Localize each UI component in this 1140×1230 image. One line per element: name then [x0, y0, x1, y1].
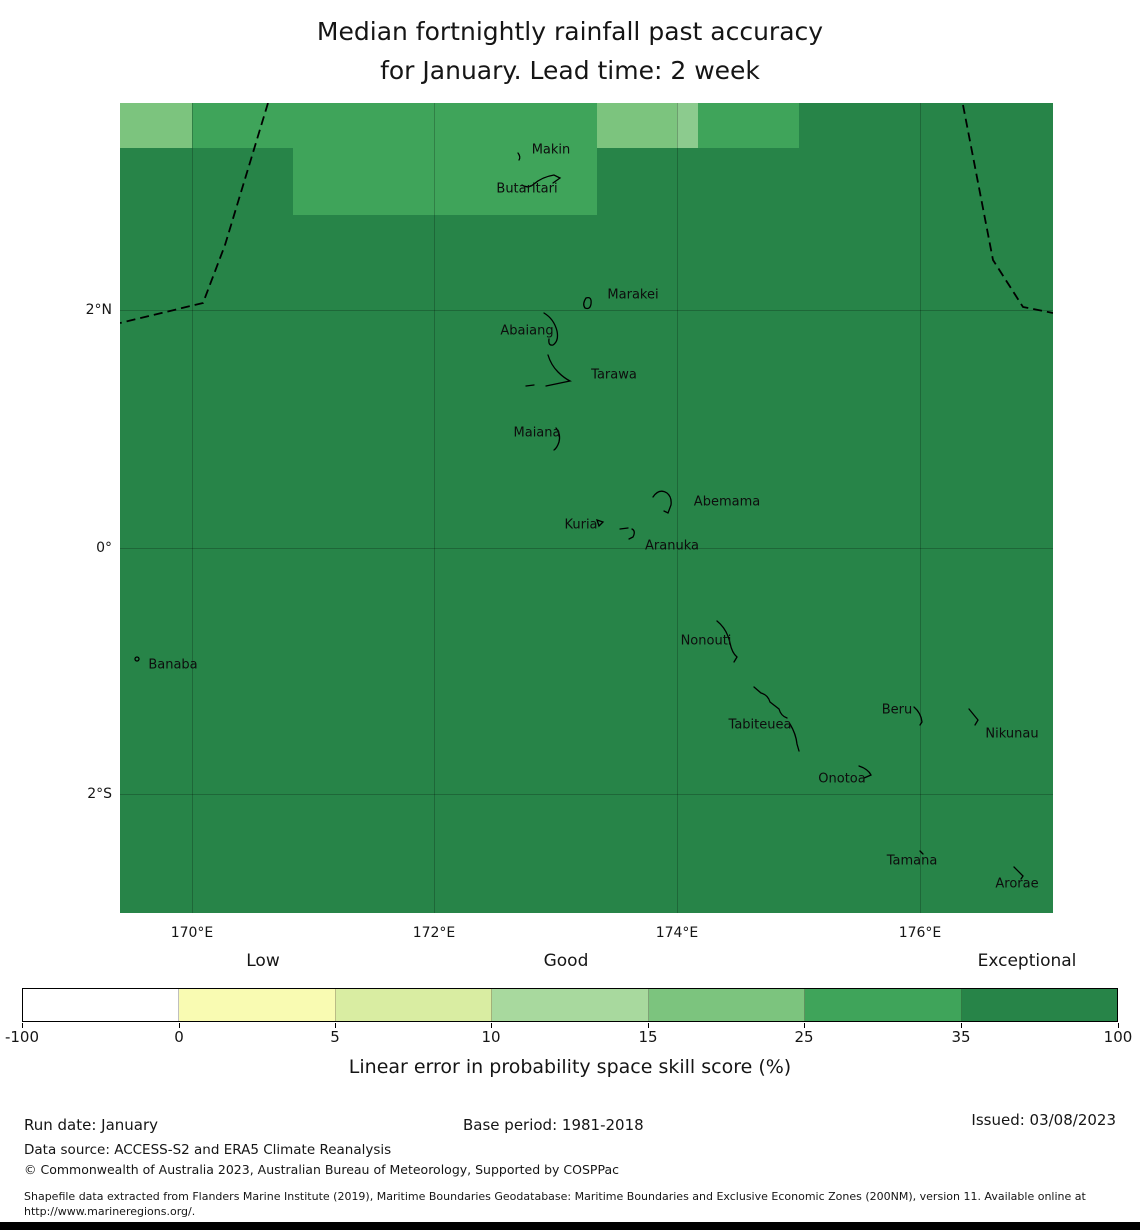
gridline-vertical	[192, 103, 193, 913]
island-label-tabiteuea: Tabiteuea	[728, 717, 792, 733]
colorbar-segment	[336, 989, 492, 1021]
island-label-abemama: Abemama	[693, 494, 761, 510]
colorbar-tick-label: -100	[4, 1028, 40, 1046]
gridline-horizontal	[120, 310, 1053, 311]
ytick-label: 2°N	[85, 302, 112, 318]
colorbar-tick-label: 15	[638, 1028, 658, 1046]
island-label-maiana: Maiana	[513, 425, 561, 441]
island-outline-aranuka	[620, 528, 634, 539]
colorbar-segment	[805, 989, 961, 1021]
skill-score-patch	[120, 103, 192, 148]
copyright-text: © Commonwealth of Australia 2023, Australian Bureau of Meteorology, Supported by COSPPac	[24, 1162, 619, 1177]
colorbar-tick-label: 10	[481, 1028, 501, 1046]
colorbar-tick-label: 0	[174, 1028, 184, 1046]
page-title	[0, 12, 1140, 90]
gridline-vertical	[677, 103, 678, 913]
data-source-text: Data source: ACCESS-S2 and ERA5 Climate Reanalysis	[24, 1142, 392, 1158]
island-label-tarawa: Tarawa	[591, 367, 637, 383]
colorbar	[22, 988, 1118, 1022]
skill-score-patch	[698, 103, 799, 148]
base-period-text: Base period: 1981-2018	[463, 1116, 644, 1134]
island-outline-nikunau	[969, 709, 978, 725]
island-label-banaba: Banaba	[148, 657, 198, 673]
island-label-tamana: Tamana	[886, 853, 938, 869]
island-outline-banaba	[135, 657, 139, 661]
ytick-label: 2°S	[87, 786, 112, 802]
island-outline-kuria	[597, 520, 603, 526]
island-label-nonouti: Nonouti	[680, 633, 732, 649]
colorbar-segment	[492, 989, 648, 1021]
map-canvas	[120, 103, 1053, 913]
gridline-vertical	[920, 103, 921, 913]
colorbar-tick-label: 100	[1103, 1028, 1133, 1046]
ytick-label: 0°	[96, 540, 112, 556]
island-label-makin: Makin	[531, 142, 571, 158]
island-label-nikunau: Nikunau	[985, 726, 1039, 742]
colorbar-label: Linear error in probability space skill score (%)	[348, 1056, 792, 1078]
island-outline-tarawa	[526, 355, 570, 386]
island-label-abaiang: Abaiang	[500, 323, 554, 339]
colorbar-segment	[179, 989, 335, 1021]
xtick-label: 170°E	[170, 925, 214, 941]
colorbar-segment	[649, 989, 805, 1021]
gridline-horizontal	[120, 794, 1053, 795]
issued-date-text: Issued: 03/08/2023	[971, 1111, 1116, 1129]
colorbar-caption-low: Low	[246, 951, 280, 971]
skill-score-patch	[192, 103, 597, 148]
island-label-butaritari: Butaritari	[496, 181, 558, 197]
island-label-kuria: Kuria	[564, 517, 598, 533]
eez-boundary-east	[963, 105, 1053, 313]
skill-score-patch	[597, 103, 677, 148]
gridline-vertical	[434, 103, 435, 913]
colorbar-tick-label: 5	[330, 1028, 340, 1046]
skill-score-patch	[677, 103, 698, 148]
xtick-label: 172°E	[412, 925, 456, 941]
gridline-horizontal	[120, 548, 1053, 549]
island-outline-abemama	[653, 491, 671, 513]
colorbar-tick-label: 35	[951, 1028, 971, 1046]
title-line-1: Median fortnightly rainfall past accuracy	[316, 17, 824, 46]
island-label-onotoa: Onotoa	[818, 771, 866, 787]
island-label-arorae: Arorae	[995, 876, 1039, 892]
xtick-label: 174°E	[655, 925, 699, 941]
colorbar-segment	[962, 989, 1117, 1021]
island-label-aranuka: Aranuka	[645, 538, 699, 554]
title-line-2: for January. Lead time: 2 week	[380, 56, 760, 85]
colorbar-caption-good: Good	[543, 951, 589, 971]
island-label-marakei: Marakei	[607, 287, 659, 303]
run-date-text: Run date: January	[24, 1116, 159, 1134]
bottom-black-strip	[0, 1222, 1140, 1230]
colorbar-caption-exceptional: Exceptional	[977, 951, 1077, 971]
map-vector-overlay	[120, 103, 1053, 913]
shapefile-note-text: Shapefile data extracted from Flanders Marine Institute (2019), Maritime Boundaries Geodatabase: Maritime Boundaries and Exclusive Economic Zones (200NM), version 11. Available online at http://www.marineregions.org/.	[24, 1190, 1086, 1218]
island-label-beru: Beru	[881, 702, 913, 718]
colorbar-segment	[23, 989, 179, 1021]
island-outline-marakei	[584, 298, 591, 309]
xtick-label: 176°E	[898, 925, 942, 941]
colorbar-tick-label: 25	[794, 1028, 814, 1046]
